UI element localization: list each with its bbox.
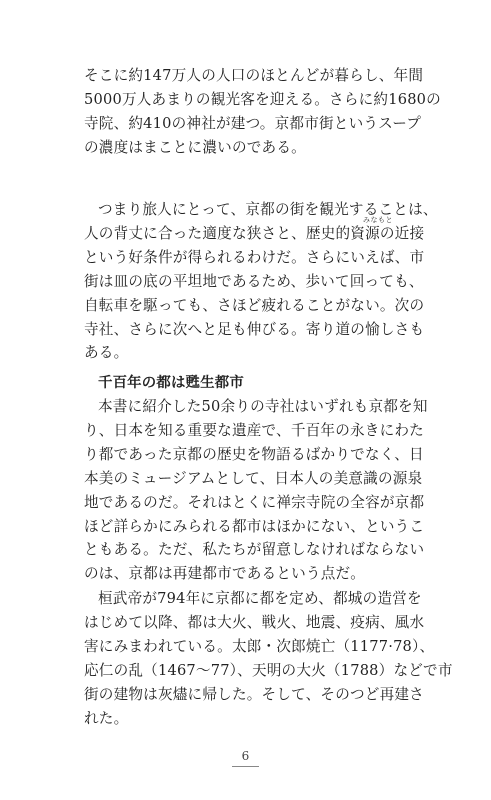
page-footer [0, 745, 491, 767]
text-line: 街の建物は灰燼に帰した。そして、そのつど再建さ [84, 685, 424, 703]
text-line: ともある。ただ、私たちが留意しなければならない [84, 541, 425, 559]
text-line: ほど詳らかにみられる都市はほかにない、というこ [84, 517, 425, 535]
text-line: 桓武帝が794年に京都に都を定め、都城の造営を [98, 590, 422, 607]
text-line: 街は皿の底の平坦地であるため、歩いて回っても、 [84, 272, 424, 290]
text-line: のは、京都は再建都市であるという点だ。 [84, 565, 366, 583]
text-line: 人の背丈に合った適度な狭さと、歴史的資源の近接 [84, 224, 425, 242]
section-heading: 千百年の都は甦生都市 [98, 375, 244, 391]
page-number: 6 [232, 749, 260, 767]
text-line: の濃度はまことに濃いのである。 [84, 138, 306, 156]
text-line: はじめて以降、都は大火、戦火、地震、疫病、風水 [84, 613, 425, 631]
paragraph-1 [84, 64, 441, 160]
text-line: 本書に紹介した50余りの寺社はいずれも京都を知 [98, 398, 428, 415]
text-line: ある。 [84, 344, 129, 362]
paragraph-3 [84, 395, 428, 586]
text-line: 寺院、約410の神社が建つ。京都市街というスープ [84, 114, 422, 132]
text-line: 5000万人あまりの観光客を迎える。さらに約1680の [84, 90, 441, 108]
text-line: 応仁の乱（1467～77）、天明の大火（1788）などで市 [84, 661, 453, 679]
paragraph-4 [84, 587, 453, 730]
text-line: れた。 [84, 709, 129, 727]
text-line: 地であるのだ。それはとくに禅宗寺院の全容が京都 [84, 493, 425, 511]
text-line: 害にみまわれている。太郎・次郎焼亡（1177·78）、 [84, 637, 435, 655]
text-line: 本美のミュージアムとして、日本人の美意識の源泉 [84, 469, 423, 487]
text-line: 自転車を駆っても、さほど疲れることがない。次の [84, 296, 425, 314]
text-line: り、日本を知る重要な遺産で、千百年の永きにわた [84, 421, 424, 439]
text-line: という好条件が得られるわけだ。さらにいえば、市 [84, 248, 425, 266]
ruby-annotation: みなもと [363, 216, 393, 224]
text-line: つまり旅人にとって、京都の街を観光することは、 [98, 201, 438, 218]
text-line: り都であった京都の歴史を物語るばかりでなく、日 [84, 445, 424, 463]
text-line: そこに約147万人の人口のほとんどが暮らし、年間 [84, 67, 424, 84]
text-line: 寺社、さらに次へと足も伸びる。寄り道の愉しさも [84, 320, 425, 338]
